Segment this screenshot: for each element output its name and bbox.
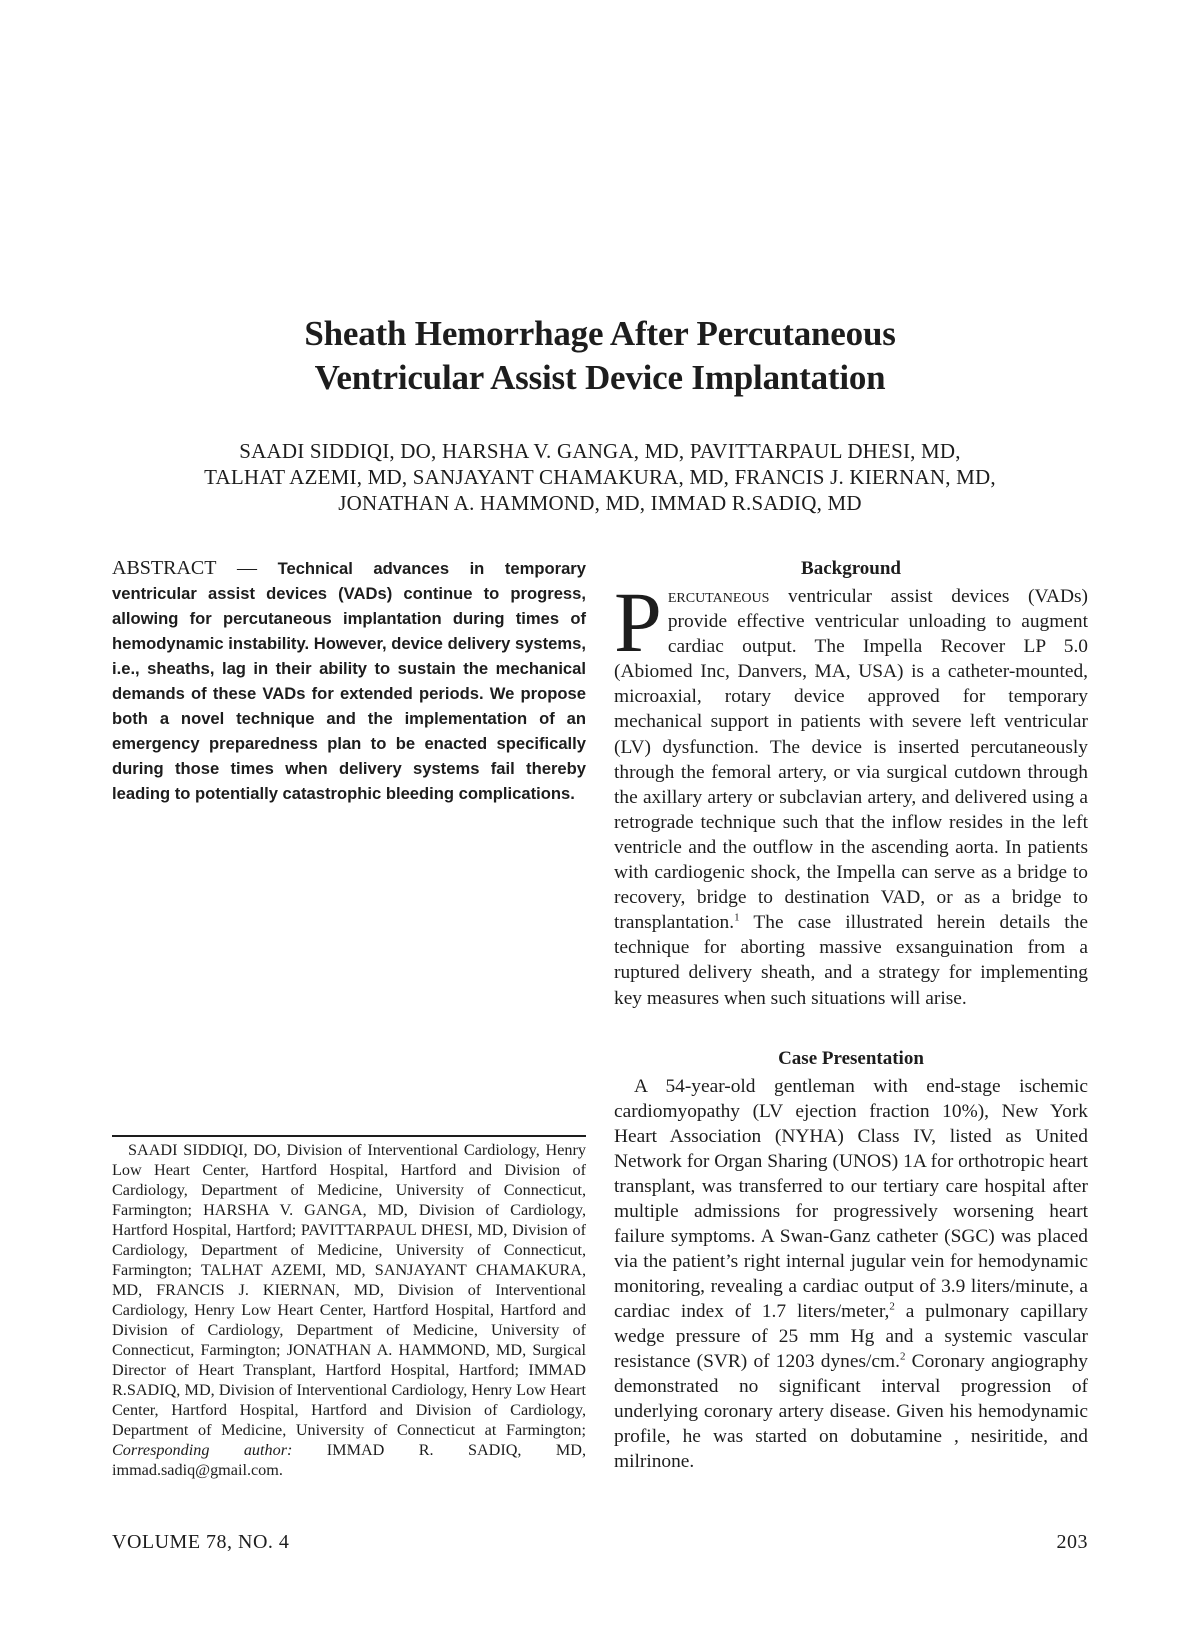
- author-line-1: SAADI SIDDIQI, DO, HARSHA V. GANGA, MD, PAVITTARPAUL DHESI, MD,: [239, 439, 961, 463]
- background-text-2: The case illustrated herein details the technique for aborting massive exsanguination from a ruptured delivery sheath, and a strategy for implementing key measures when such situations will arise.: [614, 912, 1088, 1009]
- author-line-3: JONATHAN A. HAMMOND, MD, IMMAD R.SADIQ, MD: [338, 491, 862, 515]
- reference-2a: 2: [889, 1300, 895, 1313]
- background-heading: Background: [801, 558, 901, 579]
- title-line-2: Ventricular Assist Device Implantation: [314, 358, 886, 397]
- reference-1: 1: [734, 911, 740, 924]
- corresponding-author-contact: IMMAD R. SADIQ, MD, immad.sadiq@gmail.com.: [112, 1441, 586, 1479]
- title-line-1: Sheath Hemorrhage After Percutaneous: [304, 314, 896, 353]
- footnote-divider: [112, 1135, 586, 1137]
- corresponding-author-label: Corresponding author:: [112, 1441, 293, 1459]
- author-line-2: TALHAT AZEMI, MD, SANJAYANT CHAMAKURA, MD, FRANCIS J. KIERNAN, MD,: [204, 465, 996, 489]
- lead-in-word: ercutaneous: [667, 586, 770, 607]
- case-text-1: A 54-year-old gentleman with end-stage ischemic cardiomyopathy (LV ejection fraction 10%), New York Heart Association (NYHA) Class IV, listed as United Network for Organ Sharing (UNOS) 1A for orthotropic heart transplant, was transferred to our tertiary care hospital after multiple admissions for progressively worsening heart failure symptoms. A Swan-Ganz catheter (SGC) was placed via the patient’s right internal jugular vein for hemodynamic monitoring, revealing a cardiac output of 3.9 liters/minute, a cardiac index of 1.7 liters/meter,: [614, 1076, 1088, 1322]
- background-text-1: ventricular assist devices (VADs) provide effective ventricular unloading to augment cardiac output. The Impella Recover LP 5.0 (Abiomed Inc, Danvers, MA, USA) is a catheter-mounted, microaxial, rotary device approved for temporary mechanical support in patients with severe left ventricular (LV) dysfunction. The device is inserted percutaneously through the femoral artery, or via surgical cutdown through the axillary artery or subclavian artery, and delivered using a retrograde technique such that the inflow resides in the left ventricle and the outflow in the ascending aorta. In patients with cardiogenic shock, the Impella can serve as a bridge to recovery, bridge to destination VAD, or as a bridge to transplantation.: [614, 586, 1088, 934]
- author-affiliations: [112, 1140, 586, 1480]
- author-list: [0, 438, 1200, 516]
- abstract-text: Technical advances in temporary ventricular assist devices (VADs) continue to progress, allowing for percutaneous implantation during times of hemodynamic instability. However, device delivery systems, i.e., sheaths, lag in their ability to sustain the mechanical demands of these VADs for extended periods. We propose both a novel technique and the implementation of an emergency preparedness plan to be enacted specifically during those times when delivery systems fail thereby leading to potentially catastrophic bleeding complications.: [112, 559, 586, 803]
- drop-cap: P: [614, 574, 662, 670]
- abstract-label: ABSTRACT —: [112, 557, 258, 579]
- case-presentation-paragraph: [614, 1074, 1088, 1474]
- background-paragraph: [614, 574, 1088, 1011]
- page-number: 203: [1056, 1531, 1088, 1553]
- article-title: [0, 312, 1200, 400]
- case-presentation-heading: Case Presentation: [778, 1048, 924, 1069]
- case-text-3: Coronary angiography demonstrated no significant interval progression of underlying coronary artery disease. Given his hemodynamic profile, he was started on dobutamine , nesiritide, and milrinone.: [614, 1351, 1088, 1472]
- reference-2b: 2: [899, 1350, 906, 1363]
- journal-volume: VOLUME 78, NO. 4: [112, 1531, 290, 1553]
- abstract: [112, 556, 586, 806]
- case-text-2: a pulmonary capillary wedge pressure of 25 mm Hg and a systemic vascular resistance (SVR) of 1203 dynes/cm.: [614, 1301, 1088, 1372]
- affiliations-text: SAADI SIDDIQI, DO, Division of Interventional Cardiology, Henry Low Heart Center, Hartford Hospital, Hartford and Division of Cardiology, Department of Medicine, University of Connecticut, Farmington; HARSHA V. GANGA, MD, Division of Cardiology, Hartford Hospital, Hartford; PAVITTARPAUL DHESI, MD, Division of Cardiology, Department of Medicine, University of Connecticut, Farmington; TALHAT AZEMI, MD, SANJAYANT CHAMAKURA, MD, FRANCIS J. KIERNAN, MD, Division of Interventional Cardiology, Henry Low Heart Center, Hartford Hospital, Hartford and Division of Cardiology, Department of Medicine, University of Connecticut, Farmington; JONATHAN A. HAMMOND, MD, Surgical Director of Heart Transplant, Hartford Hospital, Hartford; IMMAD R.SADIQ, MD, Division of Interventional Cardiology, Henry Low Heart Center, Hartford Hospital, Hartford and Division of Cardiology, Department of Medicine, University of Connecticut at Farmington;: [112, 1141, 586, 1439]
